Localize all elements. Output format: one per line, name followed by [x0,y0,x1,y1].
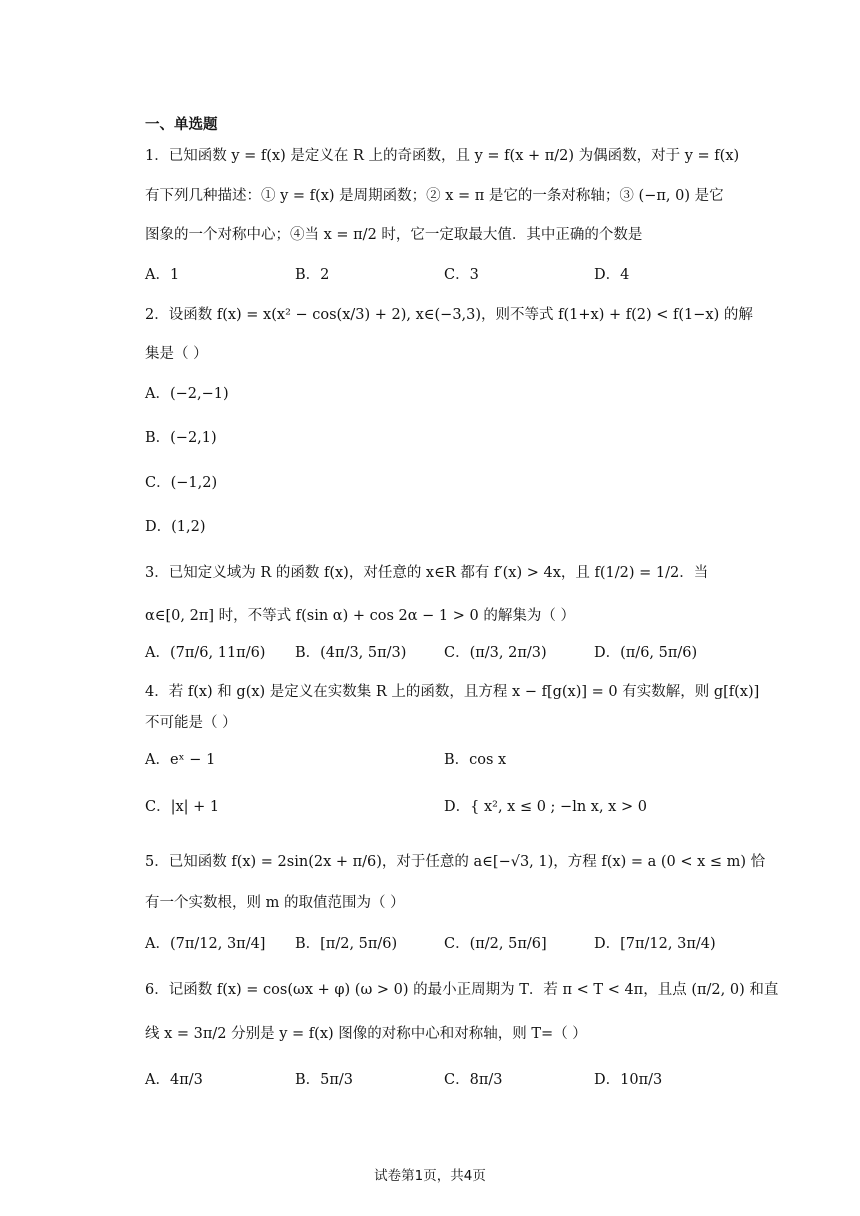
page-footer: 试卷第1页，共4页 [374,1168,486,1184]
question-5-option-d[interactable]: D．[7π/12, 3π/4) [594,936,716,952]
question-1-line-1: 1．已知函数 y = f(x) 是定义在 R 上的奇函数，且 y = f(x + π/2) 为偶函数，对于 y = f(x) [145,148,740,164]
question-5-line-2: 有一个实数根，则 m 的取值范围为（ ） [145,895,405,911]
question-2-line-1: 2．设函数 f(x) = x(x² − cos(x/3) + 2), x∈(−3,3)，则不等式 f(1+x) + f(2) < f(1−x) 的解 [145,307,753,323]
question-6-option-a[interactable]: A．4π/3 [145,1072,203,1088]
question-5-option-c[interactable]: C．(π/2, 5π/6] [444,936,547,952]
question-6-option-d[interactable]: D．10π/3 [594,1072,663,1088]
question-6-line-2: 线 x = 3π/2 分别是 y = f(x) 图像的对称中心和对称轴，则 T=（ ） [145,1026,587,1042]
question-3-line-2: α∈[0, 2π] 时，不等式 f(sin α) + cos 2α − 1 > 0 的解集为（ ） [145,608,575,624]
question-4-option-b[interactable]: B．cos x [444,752,507,768]
question-1-option-d[interactable]: D．4 [594,267,630,283]
question-2-option-c[interactable]: C．(−1,2) [145,475,218,491]
section-title: 一、单选题 [145,117,218,133]
question-6-line-1: 6．记函数 f(x) = cos(ωx + φ) (ω > 0) 的最小正周期为 T．若 π < T < 4π，且点 (π/2, 0) 和直 [145,982,779,998]
question-2-option-a[interactable]: A．(−2,−1) [145,386,229,402]
question-1-line-2: 有下列几种描述：① y = f(x) 是周期函数；② x = π 是它的一条对称轴；③ (−π, 0) 是它 [145,188,724,204]
question-3-option-c[interactable]: C．(π/3, 2π/3) [444,645,547,661]
question-2-option-b[interactable]: B．(−2,1) [145,430,217,446]
question-4-option-d[interactable]: D．{ x², x ≤ 0 ; −ln x, x > 0 [444,799,647,815]
question-1-option-a[interactable]: A．1 [145,267,180,283]
question-1-option-c[interactable]: C．3 [444,267,479,283]
question-4-option-c[interactable]: C．|x| + 1 [145,799,220,815]
question-1-option-b[interactable]: B．2 [295,267,330,283]
question-5-option-a[interactable]: A．(7π/12, 3π/4] [145,936,266,952]
question-3-option-b[interactable]: B．(4π/3, 5π/3) [295,645,407,661]
question-4-option-a[interactable]: A．eˣ − 1 [145,752,216,768]
question-4-line-2: 不可能是（ ） [145,715,237,731]
question-4-line-1: 4．若 f(x) 和 g(x) 是定义在实数集 R 上的函数，且方程 x − f[g(x)] = 0 有实数解，则 g[f(x)] [145,684,760,700]
question-2-option-d[interactable]: D．(1,2) [145,519,206,535]
question-5-line-1: 5．已知函数 f(x) = 2sin(2x + π/6)，对于任意的 a∈[−√3, 1)，方程 f(x) = a (0 < x ≤ m) 恰 [145,854,766,870]
question-3-option-a[interactable]: A．(7π/6, 11π/6) [145,645,266,661]
question-3-option-d[interactable]: D．(π/6, 5π/6) [594,645,698,661]
question-6-option-b[interactable]: B．5π/3 [295,1072,354,1088]
question-5-option-b[interactable]: B．[π/2, 5π/6) [295,936,398,952]
question-6-option-c[interactable]: C．8π/3 [444,1072,503,1088]
question-2-line-2: 集是（ ） [145,346,208,362]
question-3-line-1: 3．已知定义域为 R 的函数 f(x)，对任意的 x∈R 都有 f′(x) > 4x，且 f(1/2) = 1/2．当 [145,565,709,581]
question-1-line-3: 图象的一个对称中心；④当 x = π/2 时，它一定取最大值．其中正确的个数是 [145,227,643,243]
